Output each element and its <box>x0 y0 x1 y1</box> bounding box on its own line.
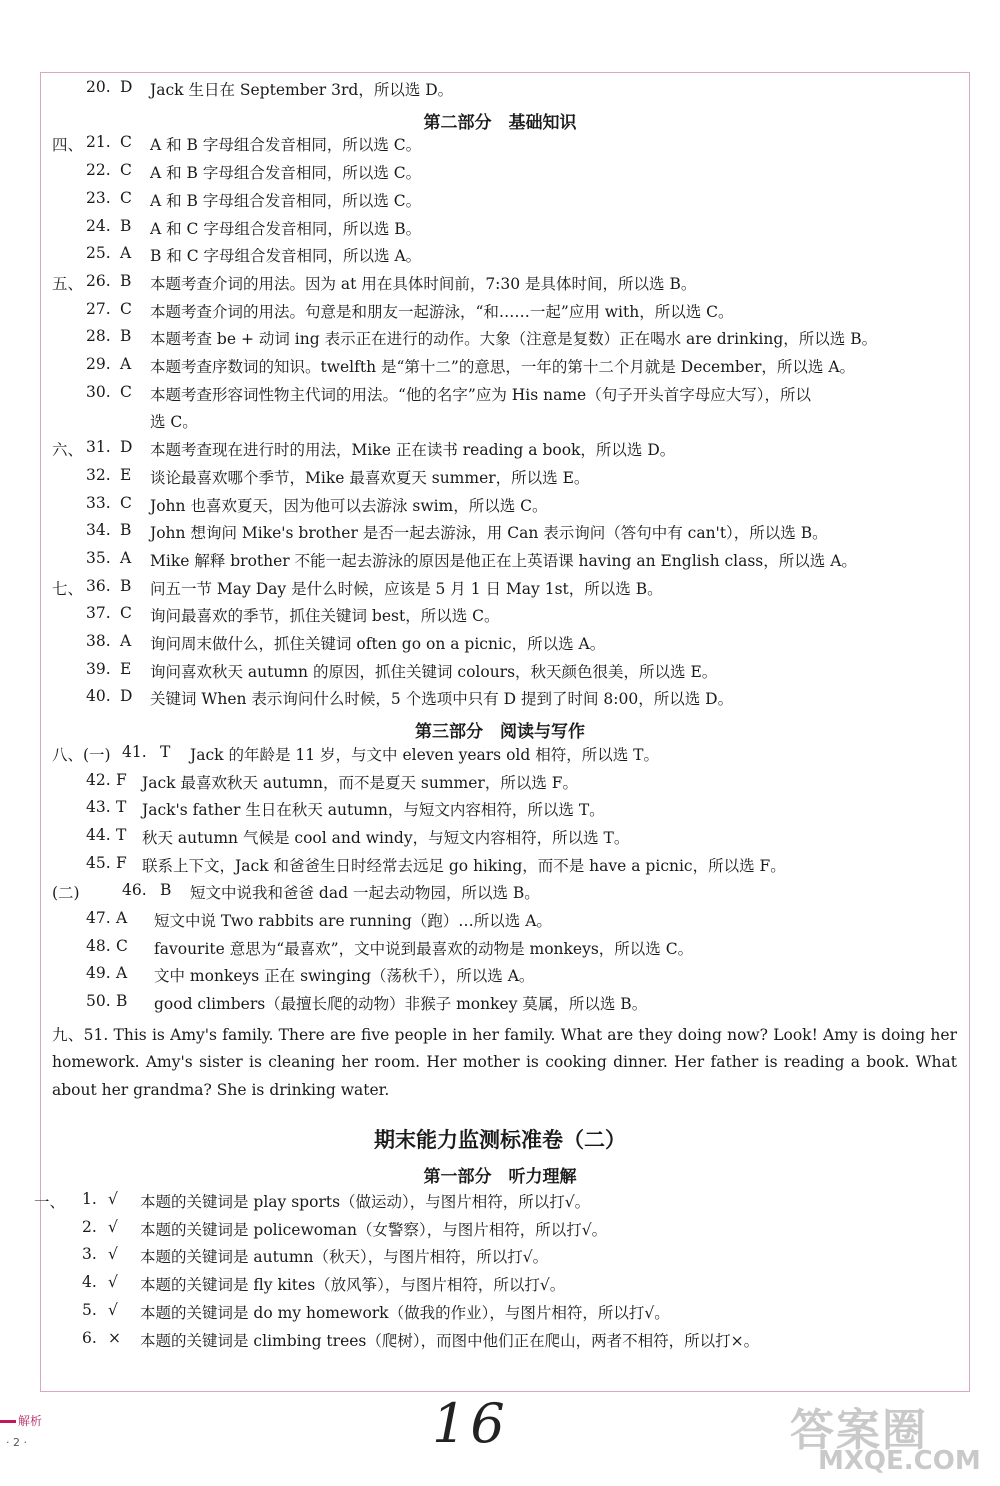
question-group-label <box>52 494 86 516</box>
answer-key: F <box>116 853 127 872</box>
answer-line <box>52 78 453 100</box>
answer-key: √ <box>108 1217 118 1236</box>
question-number: 2. <box>82 1217 97 1236</box>
question-group-label: 一、 <box>34 1193 66 1211</box>
answer-line <box>52 327 877 349</box>
question-group-label <box>52 327 86 349</box>
answer-key: T <box>116 798 127 817</box>
answer-key: C <box>120 161 132 180</box>
question-number: 27. <box>86 299 111 318</box>
answer-explanation: 关键词 When 表示询问什么时候，5 个选项中只有 D 提到了时间 8:00，所以选 D。 <box>150 690 734 709</box>
answer-key: F <box>116 770 127 789</box>
answer-explanation: 本题的关键词是 policewoman（女警察），与图片相符，所以打√。 <box>140 1220 608 1239</box>
answer-explanation: 联系上下文，Jack 和爸爸生日时经常去远足 go hiking，而不是 have a picnic，所以选 F。 <box>142 856 786 875</box>
question-number: 34. <box>86 521 111 540</box>
answer-explanation: 本题考查现在进行时的用法，Mike 正在读书 reading a book，所以选 D。 <box>150 441 676 460</box>
question-group-label <box>52 826 86 848</box>
answer-line <box>52 244 421 266</box>
question-number: 32. <box>86 465 111 484</box>
answer-key: × <box>108 1328 121 1347</box>
answer-key: E <box>120 465 132 484</box>
question-group-label <box>34 1301 82 1323</box>
answer-key: D <box>120 78 133 96</box>
question-number: 40. <box>86 687 111 706</box>
question-number: 41. <box>122 742 147 761</box>
answer-line <box>52 189 421 211</box>
answer-line <box>34 1273 565 1295</box>
question-number: 44. <box>86 825 111 844</box>
answer-line <box>52 133 421 155</box>
answer-explanation: John 想询问 Mike's brother 是否一起去游泳，用 Can 表示询问（答句中有 can't），所以选 B。 <box>150 524 828 543</box>
answer-explanation: 短文中说我和爸爸 dad 一起去动物园，所以选 B。 <box>190 884 540 903</box>
answer-explanation: 本题的关键词是 fly kites（放风筝），与图片相符，所以打√。 <box>140 1276 566 1295</box>
answer-key: A <box>116 909 128 927</box>
answer-line <box>52 964 534 986</box>
answer-line <box>52 687 733 709</box>
answer-explanation: A 和 B 字母组合发音相同，所以选 C。 <box>150 191 422 210</box>
question-group-label <box>34 1273 82 1295</box>
question-number: 25. <box>86 244 111 263</box>
question-group-label: 六、 <box>52 441 84 460</box>
question-number: 37. <box>86 604 111 623</box>
question-number: 20. <box>86 78 111 96</box>
question-group-label <box>52 854 86 876</box>
answer-line <box>52 771 578 793</box>
question-number: 48. <box>86 936 111 955</box>
answer-key: B <box>120 521 132 540</box>
answer-explanation: 本题的关键词是 play sports（做运动），与图片相符，所以打√。 <box>140 1193 591 1211</box>
answer-explanation: A 和 B 字母组合发音相同，所以选 C。 <box>150 164 422 183</box>
answer-line <box>52 549 857 571</box>
answer-explanation: 询问最喜欢的季节，抓住关键词 best，所以选 C。 <box>150 607 500 626</box>
answer-explanation: favourite 意思为“最喜欢”，文中说到最喜欢的动物是 monkeys，所以选 C。 <box>154 939 694 958</box>
answer-key: √ <box>108 1190 118 1208</box>
question-group-label <box>52 632 86 654</box>
answer-line <box>52 660 717 682</box>
question-number: 38. <box>86 632 111 650</box>
answer-line <box>52 521 828 543</box>
answer-line <box>34 1218 607 1240</box>
question-group-label <box>52 78 86 100</box>
answer-key: A <box>120 244 132 263</box>
writing-answer-paragraph: 九、51. This is Amy's family. There are five people in her family. What are they doing now? Look! Amy is doing her homework. Amy's sister is cleaning her room. Her mother is cooking dinner. Her father is reading a book. What about her grandma? She is drinking water. <box>52 1025 957 1099</box>
answer-explanation: 询问周末做什么，抓住关键词 often go on a picnic，所以选 A。 <box>150 635 606 653</box>
answer-line <box>52 466 589 488</box>
handwritten-page-number: 16 <box>432 1392 509 1455</box>
answer-key: C <box>120 188 132 207</box>
question-group-label <box>52 604 86 626</box>
answer-line <box>52 992 647 1014</box>
answer-explanation: 秋天 autumn 气候是 cool and windy，与短文内容相符，所以选 T。 <box>142 828 630 847</box>
answer-key <box>120 410 150 432</box>
answer-explanation: John 也喜欢夏天，因为他可以去游泳 swim，所以选 C。 <box>150 496 548 515</box>
answer-key: C <box>120 382 132 401</box>
answer-line <box>52 577 663 599</box>
answer-key: C <box>120 299 132 318</box>
question-number: 6. <box>82 1328 97 1347</box>
answer-key: B <box>120 216 132 235</box>
question-number <box>86 410 120 432</box>
question-number: 42. <box>86 770 111 789</box>
question-group-label: 八、(一) <box>52 745 111 764</box>
answer-explanation: 询问喜欢秋天 autumn 的原因，抓住关键词 colours，秋天颜色很美，所以选 E。 <box>150 662 718 681</box>
answer-key: B <box>116 992 128 1011</box>
question-group-label <box>52 798 86 820</box>
question-group-label <box>52 300 86 322</box>
question-number: 49. <box>86 964 111 983</box>
answer-explanation: Jack's father 生日在秋天 autumn，与短文内容相符，所以选 T。 <box>142 801 605 820</box>
question-group-label <box>52 466 86 488</box>
question-group-label <box>34 1245 82 1267</box>
answer-explanation: 本题考查序数词的知识。twelfth 是“第十二”的意思，一年的第十二个月就是 December，所以选 A。 <box>150 358 856 376</box>
question-number: 36. <box>86 576 111 595</box>
question-number: 35. <box>86 548 111 567</box>
question-number: 28. <box>86 327 111 346</box>
answer-line <box>52 494 548 516</box>
question-group-label: 五、 <box>52 274 84 293</box>
footer-page-number: · 2 · <box>6 1436 27 1449</box>
watermark-url: MXQE.COM <box>818 1446 981 1476</box>
answer-explanation: Jack 的年龄是 11 岁，与文中 eleven years old 相符，所以选 T。 <box>190 745 659 764</box>
question-number: 29. <box>86 355 111 373</box>
question-group-label <box>52 992 86 1014</box>
question-group-label <box>52 189 86 211</box>
question-group-label <box>52 687 86 709</box>
answer-explanation: 本题的关键词是 autumn（秋天），与图片相符，所以打√。 <box>140 1248 549 1267</box>
question-group-label <box>52 549 86 571</box>
answer-line <box>52 854 786 876</box>
answer-key: C <box>120 604 132 623</box>
answer-key: A <box>116 964 128 983</box>
answer-explanation: 谈论最喜欢哪个季节，Mike 最喜欢夏天 summer，所以选 E。 <box>150 468 590 487</box>
answer-line <box>52 161 421 183</box>
question-group-label <box>52 964 86 986</box>
question-number: 47. <box>86 909 111 927</box>
answer-explanation: Jack 生日在 September 3rd，所以选 D。 <box>150 81 454 99</box>
section-heading: 第一部分 听力理解 <box>423 1167 577 1188</box>
answer-line <box>52 355 855 377</box>
answer-line <box>34 1245 548 1267</box>
answer-explanation: good climbers（最擅长爬的动物）非猴子 monkey 莫属，所以选 B。 <box>154 995 648 1014</box>
answer-key: D <box>120 687 133 706</box>
answer-line <box>52 217 421 239</box>
answer-key: D <box>120 438 133 457</box>
question-group-label: (二) <box>52 884 80 903</box>
answer-explanation: Mike 解释 brother 不能一起去游泳的原因是他正在上英语课 having an English class，所以选 A。 <box>150 551 857 570</box>
answer-explanation: A 和 C 字母组合发音相同，所以选 B。 <box>150 219 422 238</box>
watermark-logo: 答案圈 <box>790 1405 928 1456</box>
question-number: 1. <box>82 1190 97 1208</box>
question-number: 39. <box>86 659 111 678</box>
answer-line <box>52 937 693 959</box>
answer-explanation: 本题的关键词是 do my homework（做我的作业），与图片相符，所以打√。 <box>140 1303 670 1322</box>
answer-line <box>34 1301 670 1323</box>
answer-key: √ <box>108 1245 118 1264</box>
answer-line <box>52 300 734 322</box>
answer-explanation: 选 C。 <box>150 413 198 432</box>
question-number: 4. <box>82 1273 97 1292</box>
question-group-label <box>52 521 86 543</box>
question-group-label <box>52 244 86 266</box>
answer-key: B <box>160 881 172 900</box>
question-number: 45. <box>86 853 111 872</box>
answer-explanation: B 和 C 字母组合发音相同，所以选 A。 <box>150 247 422 266</box>
question-number: 46. <box>122 881 147 900</box>
answer-key: √ <box>108 1300 118 1319</box>
answer-explanation: 本题考查介词的用法。因为 at 用在具体时间前，7:30 是具体时间，所以选 B。 <box>150 274 697 293</box>
question-group-label <box>52 410 86 432</box>
answer-line <box>52 604 500 626</box>
question-number: 24. <box>86 216 111 235</box>
answer-key: C <box>120 133 132 152</box>
answer-key: T <box>116 825 127 844</box>
question-number: 5. <box>82 1300 97 1319</box>
answer-line <box>52 410 198 432</box>
answer-explanation: 本题的关键词是 climbing trees（爬树），而图中他们正在爬山，两者不相符，所以打×。 <box>140 1331 760 1350</box>
answer-line <box>34 1329 759 1351</box>
question-group-label <box>52 660 86 682</box>
question-group-label: 七、 <box>52 579 84 598</box>
question-number: 33. <box>86 493 111 512</box>
question-group-label <box>52 909 86 931</box>
answer-explanation: 问五一节 May Day 是什么时候，应该是 5 月 1 日 May 1st，所以选 B。 <box>150 579 663 598</box>
question-group-label <box>52 771 86 793</box>
question-number: 50. <box>86 992 111 1011</box>
question-number: 43. <box>86 798 111 817</box>
answer-line <box>52 826 629 848</box>
question-number: 21. <box>86 133 111 152</box>
footer-section-tag: 解析 <box>0 1412 42 1429</box>
answer-key: B <box>120 271 132 290</box>
answer-explanation: 本题考查介词的用法。句意是和朋友一起游泳，“和……一起”应用 with，所以选 C。 <box>150 302 734 321</box>
answer-key: C <box>116 936 128 955</box>
section-heading: 第三部分 阅读与写作 <box>415 722 585 743</box>
answer-explanation: 短文中说 Two rabbits are running（跑）…所以选 A。 <box>154 912 552 930</box>
section-heading: 第二部分 基础知识 <box>423 112 577 133</box>
question-number: 22. <box>86 161 111 180</box>
answer-key: A <box>120 548 132 567</box>
answer-explanation: 本题考查 be + 动词 ing 表示正在进行的动作。大象（注意是复数）正在喝水 are drinking，所以选 B。 <box>150 330 878 349</box>
question-number: 26. <box>86 271 111 290</box>
answer-key: C <box>120 493 132 512</box>
answer-key: E <box>120 659 132 678</box>
answer-line <box>52 881 540 903</box>
answer-line <box>34 1190 590 1212</box>
question-number: 23. <box>86 188 111 207</box>
answer-explanation: 本题考查形容词性物主代词的用法。“他的名字”应为 His name（句子开头首字母应大写），所以 <box>150 385 811 404</box>
answer-line <box>52 798 605 820</box>
question-number: 31. <box>86 438 111 457</box>
answer-key: √ <box>108 1273 118 1292</box>
answer-line <box>52 272 696 294</box>
question-group-label <box>52 161 86 183</box>
answer-explanation: A 和 B 字母组合发音相同，所以选 C。 <box>150 136 422 155</box>
answer-key: B <box>120 327 132 346</box>
question-group-label <box>52 355 86 377</box>
question-group-label <box>34 1329 82 1351</box>
question-group-label: 四、 <box>52 136 84 155</box>
question-number: 30. <box>86 382 111 401</box>
question-group-label <box>34 1218 82 1240</box>
exam-title: 期末能力监测标准卷（二） <box>374 1128 626 1153</box>
answer-key: B <box>120 576 132 595</box>
answer-key: A <box>120 632 132 650</box>
answer-line <box>52 632 605 654</box>
question-group-label <box>52 937 86 959</box>
answer-line <box>52 438 675 460</box>
answer-line <box>52 743 659 765</box>
question-group-label <box>52 383 86 405</box>
answer-line <box>52 909 552 931</box>
question-number: 3. <box>82 1245 97 1264</box>
question-group-label <box>52 217 86 239</box>
answer-explanation: Jack 最喜欢秋天 autumn，而不是夏天 summer，所以选 F。 <box>142 773 579 792</box>
answer-key: A <box>120 355 132 373</box>
answer-key: T <box>160 742 171 761</box>
answer-line <box>52 383 811 405</box>
answer-explanation: 文中 monkeys 正在 swinging（荡秋千），所以选 A。 <box>154 967 535 986</box>
